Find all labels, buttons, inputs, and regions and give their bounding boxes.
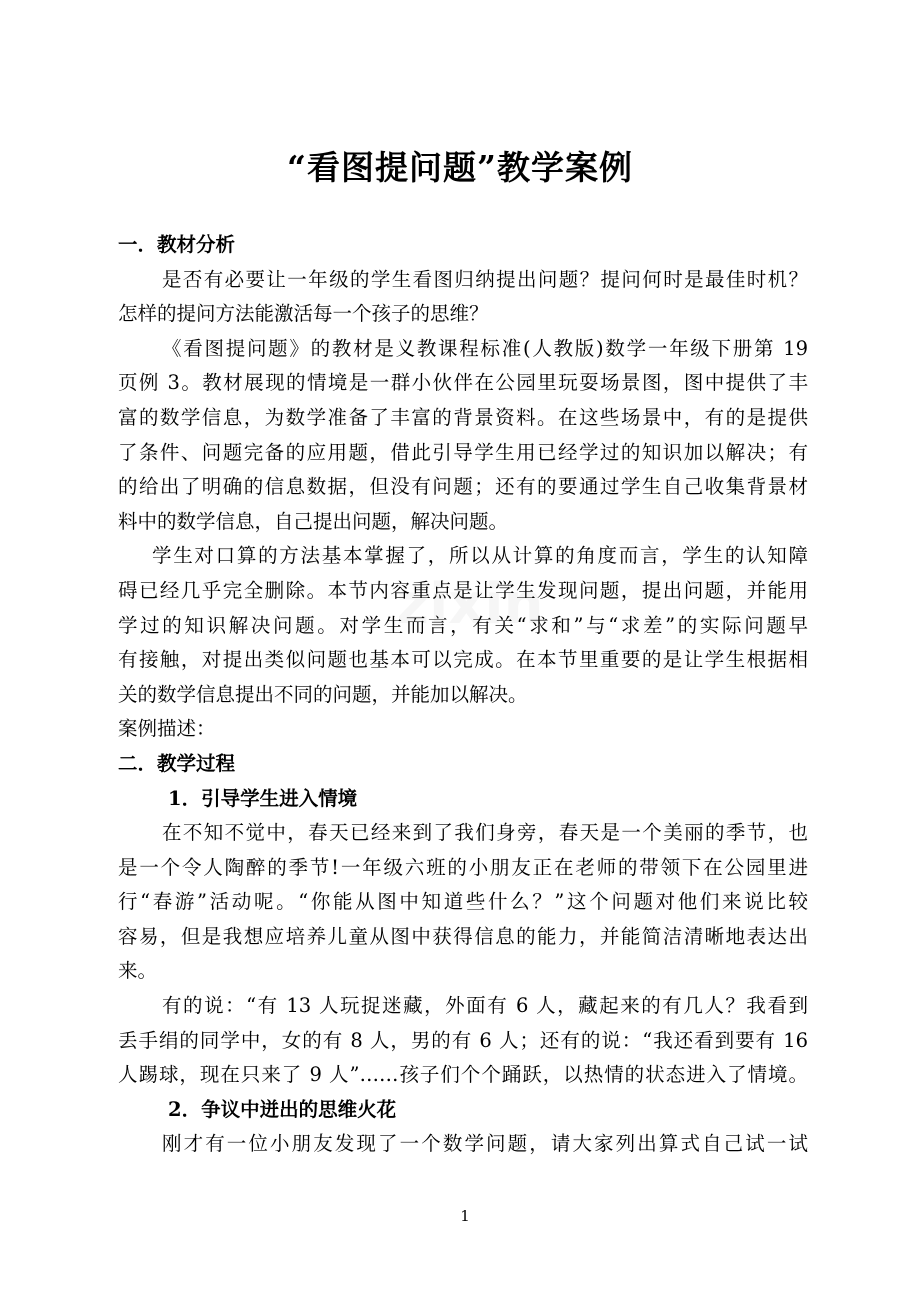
paragraph-line: 丢手绢的同学中，女的有 8 人，男的有 6 人；还有的说：“我还看到要有 16 [118,1028,808,1052]
paragraph-line: 容易，但是我想应培养儿童从图中获得信息的能力，并能简洁清晰地表达出 [118,924,808,948]
section-heading-process: 二．教学过程 [118,751,236,775]
case-description-label: 案例描述： [118,717,216,741]
paragraph-line: 了条件、问题完备的应用题，借此引导学生用已经学过的知识加以解决；有 [118,440,808,464]
paragraph-line: 料中的数学信息，自己提出问题，解决问题。 [118,509,509,533]
subsection-heading-1: 1．引导学生进入情境 [168,786,358,810]
paragraph-line: 刚才有一位小朋友发现了一个数学问题，请大家列出算式自己试一试 [162,1132,808,1156]
paragraph-line: 来。 [118,959,158,983]
paragraph-line: 行“春游”活动呢。“你能从图中知道些什么？”这个问题对他们来说比较 [118,890,808,914]
document-title: “看图提问题”教学案例 [287,148,633,187]
paragraph-line: 碍已经几乎完全删除。本节内容重点是让学生发现问题，提出问题，并能用 [118,578,808,602]
paragraph-line: 人踢球，现在只来了 9 人”……孩子们个个踊跃，以热情的状态进入了情境。 [118,1063,808,1087]
paragraph-line: 富的数学信息，为数学准备了丰富的背景资料。在这些场景中，有的是提供 [118,405,808,429]
paragraph-line: 学生对口算的方法基本掌握了，所以从计算的角度而言，学生的认知障 [152,544,808,568]
paragraph-line: 《看图提问题》的教材是义教课程标准(人教版)数学一年级下册第 19 [162,336,808,360]
paragraph-line: 是否有必要让一年级的学生看图归纳提出问题？提问何时是最佳时机？ [162,267,808,291]
paragraph-line: 是一个令人陶醉的季节!一年级六班的小朋友正在老师的带领下在公园里进 [118,855,808,879]
document-body [118,228,808,1162]
section-heading-materials: 一．教材分析 [118,233,236,256]
paragraph-line: 有接触，对提出类似问题也基本可以完成。在本节里重要的是让学生根据相 [118,648,808,672]
subsection-heading-2: 2．争议中迸出的思维火花 [168,1097,397,1121]
paragraph-line: 有的说：“有 13 人玩捉迷藏，外面有 6 人，藏起来的有几人？我看到 [162,994,808,1018]
paragraph-line: 学过的知识解决问题。对学生而言，有关“求和”与“求差”的实际问题早 [118,613,808,637]
paragraph-line: 在不知不觉中，春天已经来到了我们身旁，春天是一个美丽的季节，也 [162,821,808,845]
page-number: 1 [460,1207,470,1225]
paragraph-line: 的给出了明确的信息数据，但没有问题；还有的要通过学生自己收集背景材 [118,475,808,499]
paragraph-line: 页例 3。教材展现的情境是一群小伙伴在公园里玩耍场景图，图中提供了丰 [118,371,808,395]
paragraph-line: 怎样的提问方法能激活每一个孩子的思维？ [118,302,489,326]
paragraph-line: 关的数学信息提出不同的问题，并能加以解决。 [118,682,528,706]
